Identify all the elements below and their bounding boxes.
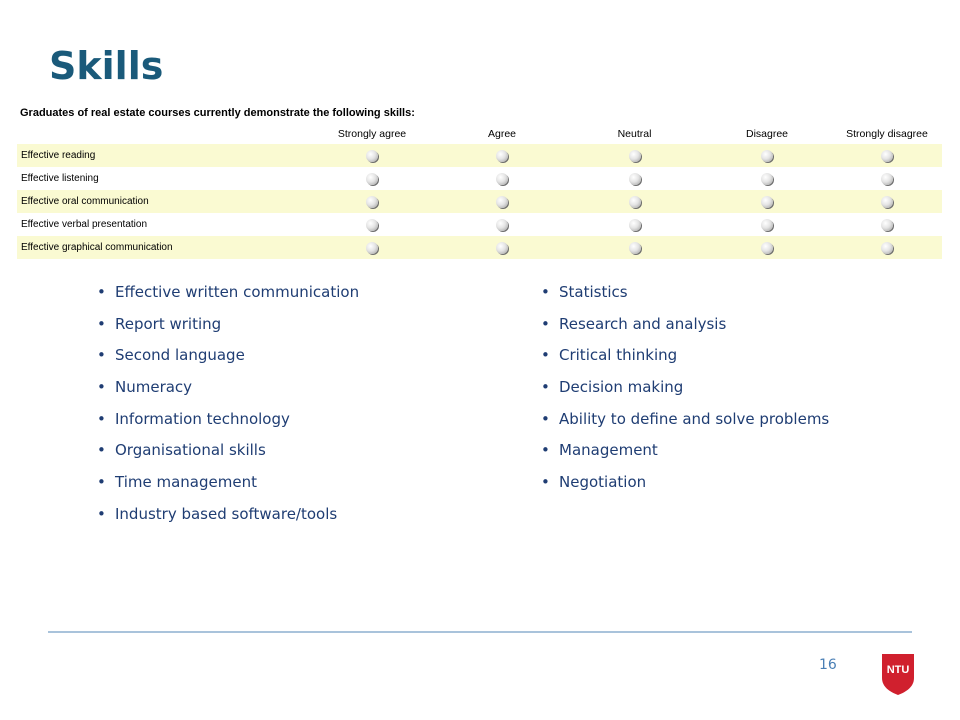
list-item-text: Effective written communication: [115, 283, 360, 301]
list-item-text: Decision making: [559, 378, 684, 397]
survey-table: [17, 124, 942, 259]
bullet-icon: •: [541, 409, 550, 428]
list-item: [541, 438, 829, 470]
radio-button[interactable]: [629, 173, 641, 185]
column-header: Strongly disagree: [846, 128, 928, 140]
radio-button[interactable]: [366, 219, 378, 231]
list-item: [541, 280, 829, 312]
radio-button[interactable]: [496, 173, 508, 185]
list-item-text: Numeracy: [115, 378, 193, 397]
column-header: Strongly agree: [337, 128, 407, 140]
bullet-icon: •: [97, 283, 106, 301]
bullet-icon: •: [97, 378, 106, 397]
list-item: [97, 375, 359, 407]
list-item: [97, 502, 359, 534]
column-header: Agree: [487, 128, 517, 140]
bullet-icon: •: [97, 346, 106, 365]
page-number: 16: [819, 657, 837, 673]
bullet-icon: •: [541, 346, 550, 365]
list-item-text: Research and analysis: [559, 314, 727, 333]
column-header: Disagree: [745, 128, 789, 140]
survey-row: [17, 190, 942, 213]
list-item-text: Organisational skills: [115, 441, 266, 460]
list-item: [97, 312, 359, 344]
bullet-icon: •: [97, 409, 106, 428]
row-header-spacer: [17, 124, 307, 144]
radio-button[interactable]: [629, 219, 641, 231]
radio-button[interactable]: [881, 196, 893, 208]
slide-title: Skills: [49, 44, 164, 88]
list-item-text: Industry based software/tools: [115, 504, 338, 523]
list-item-text: Critical thinking: [559, 346, 678, 365]
radio-button[interactable]: [366, 242, 378, 254]
list-item-text: Information technology: [115, 409, 290, 428]
row-label: Effective reading: [17, 144, 307, 167]
radio-button[interactable]: [496, 242, 508, 254]
survey-row: [17, 167, 942, 190]
radio-button[interactable]: [881, 242, 893, 254]
bullet-icon: •: [97, 504, 106, 523]
radio-button[interactable]: [881, 173, 893, 185]
list-item: [97, 438, 359, 470]
row-label: Effective verbal presentation: [21, 219, 148, 230]
radio-button[interactable]: [881, 150, 893, 162]
list-item-text: Report writing: [115, 314, 222, 333]
list-item: [541, 407, 829, 439]
bullet-icon: •: [541, 378, 550, 397]
bullet-icon: •: [541, 473, 550, 492]
radio-button[interactable]: [761, 219, 773, 231]
radio-button[interactable]: [881, 219, 893, 231]
survey-row: [17, 144, 942, 167]
list-item: [541, 375, 829, 407]
bullet-icon: •: [541, 283, 550, 301]
radio-button[interactable]: [496, 196, 508, 208]
list-item: [97, 280, 359, 312]
bullet-icon: •: [97, 473, 106, 492]
list-item-text: Negotiation: [559, 473, 647, 492]
survey-row: [17, 213, 942, 236]
radio-button[interactable]: [496, 219, 508, 231]
radio-button[interactable]: [761, 196, 773, 208]
list-item-text: Ability to define and solve problems: [559, 409, 830, 428]
survey-form: [17, 106, 942, 259]
list-item: [97, 470, 359, 502]
bullet-icon: •: [97, 441, 106, 460]
radio-button[interactable]: [366, 196, 378, 208]
radio-button[interactable]: [761, 242, 773, 254]
row-label: Effective listening: [21, 173, 99, 184]
column-header: Neutral: [617, 128, 652, 140]
radio-button[interactable]: [629, 242, 641, 254]
row-label: Effective graphical communication: [17, 236, 307, 259]
ntu-logo: [880, 652, 916, 696]
bullet-icon: •: [541, 314, 550, 333]
footer-divider: [48, 631, 912, 633]
bullet-icon: •: [541, 441, 550, 460]
radio-button[interactable]: [366, 150, 378, 162]
radio-button[interactable]: [496, 150, 508, 162]
list-item: [541, 312, 829, 344]
radio-button[interactable]: [761, 150, 773, 162]
list-item: [97, 343, 359, 375]
survey-question: Graduates of real estate courses currently demonstrate the following skills:: [20, 107, 415, 119]
radio-button[interactable]: [761, 173, 773, 185]
bullet-icon: •: [97, 314, 106, 333]
list-item-text: Time management: [115, 473, 257, 492]
list-item: [541, 343, 829, 375]
logo-text: NTU: [886, 664, 910, 676]
radio-button[interactable]: [629, 150, 641, 162]
radio-button[interactable]: [629, 196, 641, 208]
list-item-text: Statistics: [559, 283, 628, 301]
radio-button[interactable]: [366, 173, 378, 185]
list-item-text: Second language: [115, 346, 245, 365]
skills-list-right: [541, 280, 829, 502]
survey-row: [17, 236, 942, 259]
row-label: Effective oral communication: [17, 190, 307, 213]
list-item: [97, 407, 359, 439]
skills-list-left: [97, 280, 359, 534]
list-item: [541, 470, 829, 502]
list-item-text: Management: [559, 441, 658, 460]
